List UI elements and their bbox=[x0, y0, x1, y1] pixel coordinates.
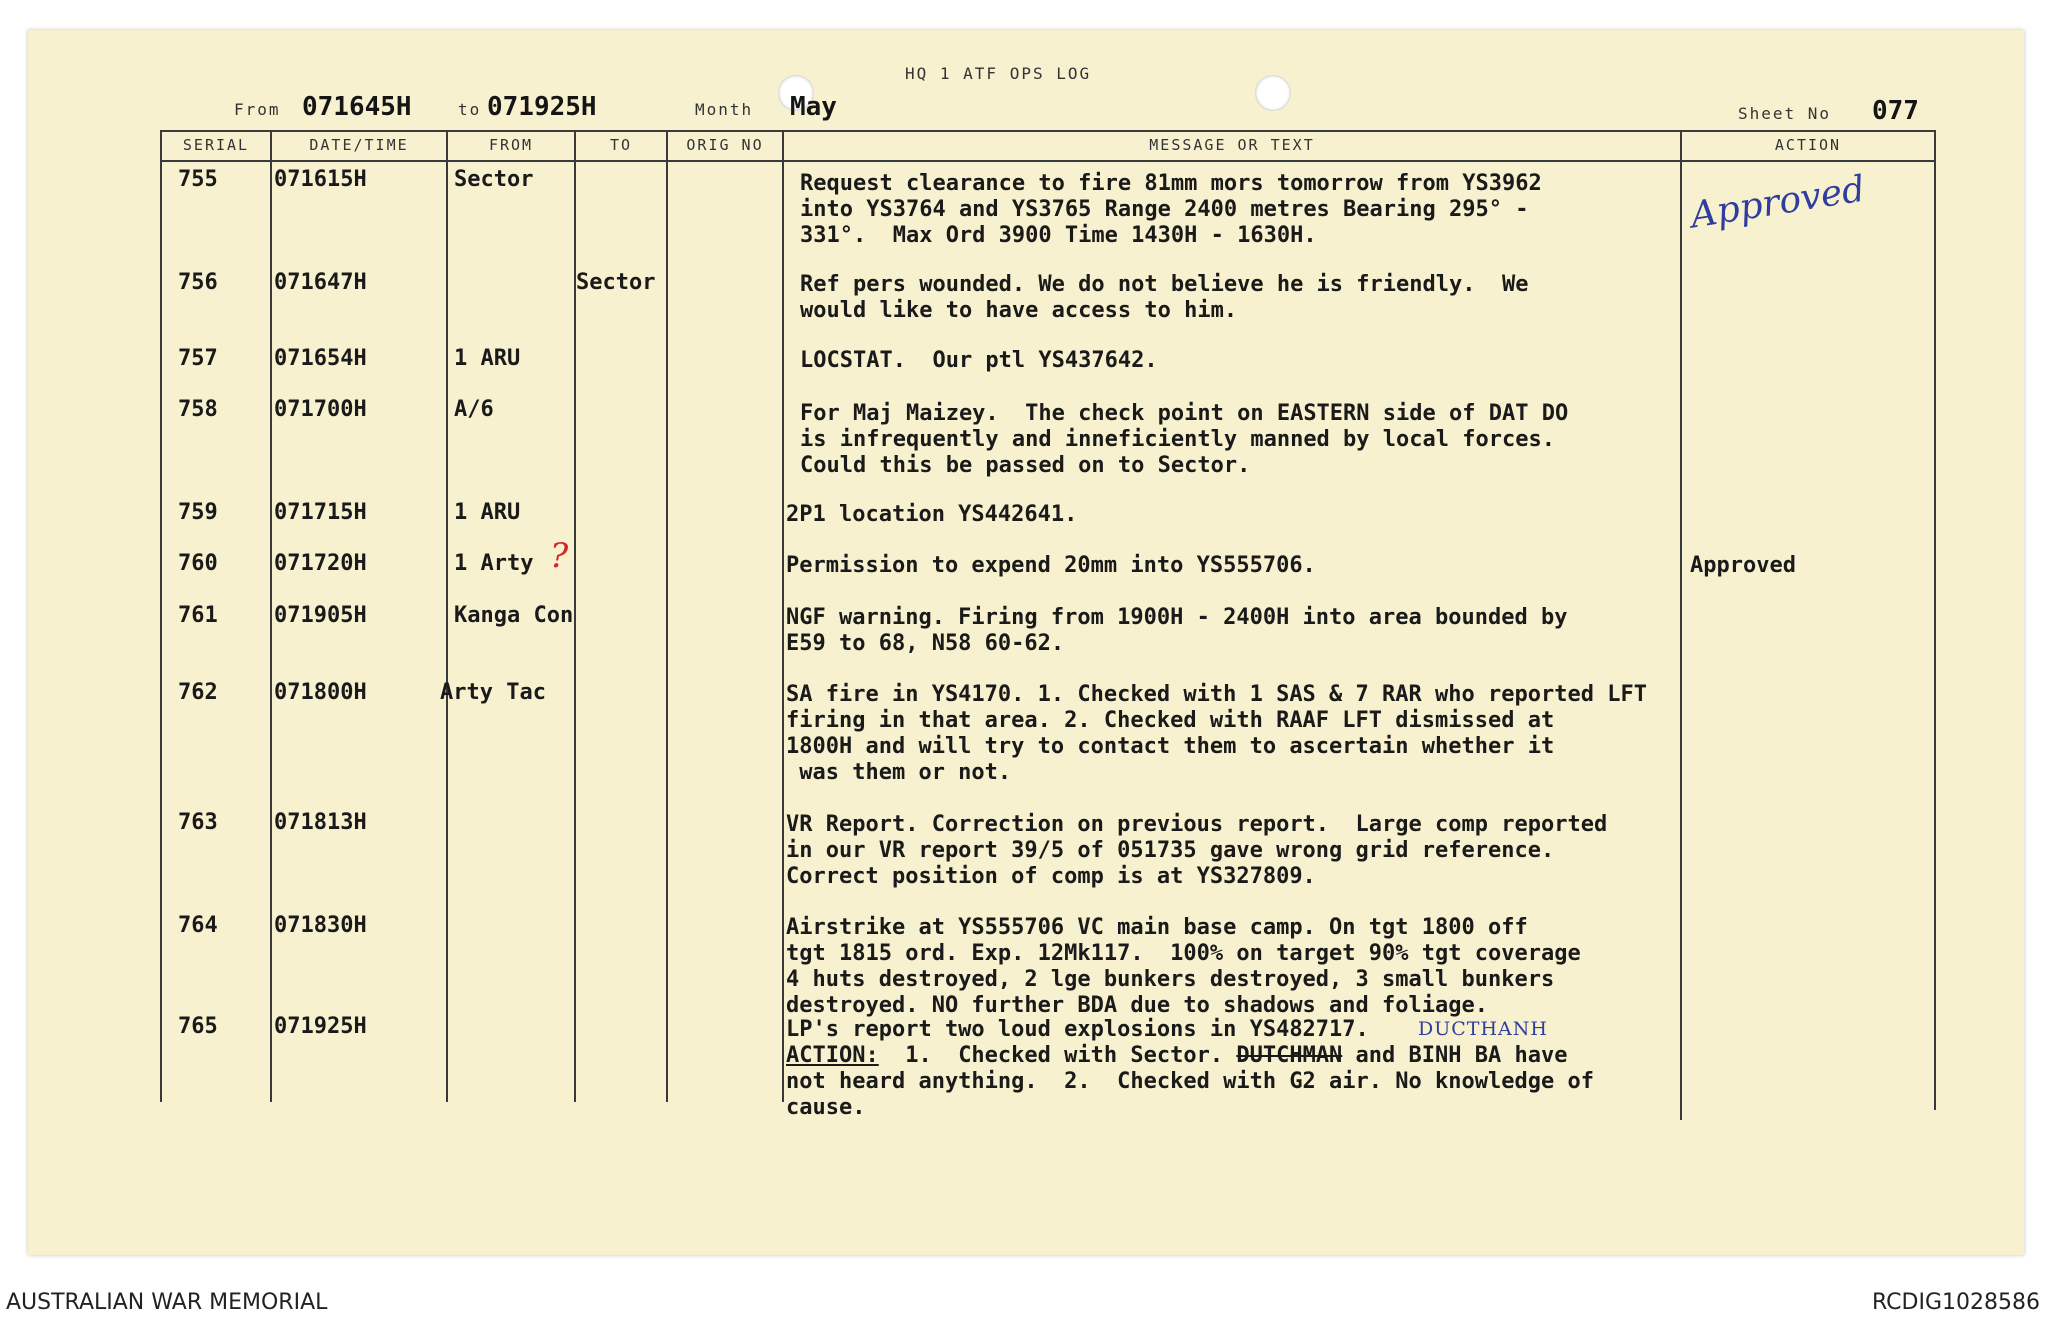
row-765-line2-text: 1. Checked with Sector. bbox=[878, 1043, 1237, 1068]
row-760-action: Approved bbox=[1690, 553, 1796, 578]
col-rule-to bbox=[666, 130, 668, 1102]
footer-record-id: RCDIG1028586 bbox=[1871, 1290, 2040, 1315]
row-765-message-line1: LP's report two loud explosions in YS482717. bbox=[786, 1017, 1369, 1042]
col-head-message: MESSAGE OR TEXT bbox=[1149, 136, 1315, 154]
row-756-datetime: 071647H bbox=[274, 270, 367, 295]
row-764-serial: 764 bbox=[178, 913, 218, 938]
row-761-serial: 761 bbox=[178, 603, 218, 628]
row-763-serial: 763 bbox=[178, 810, 218, 835]
row-760-serial: 760 bbox=[178, 551, 218, 576]
col-rule-datetime bbox=[446, 130, 448, 1102]
row-756-message: Ref pers wounded. We do not believe he is friendly. We would like to have access to him. bbox=[800, 272, 1529, 323]
row-757-message: LOCSTAT. Our ptl YS437642. bbox=[800, 348, 1158, 373]
row-759-serial: 759 bbox=[178, 500, 218, 525]
sheet-value: 077 bbox=[1872, 96, 1919, 126]
row-756-serial: 756 bbox=[178, 270, 218, 295]
col-head-to: TO bbox=[609, 136, 633, 154]
col-head-action: ACTION bbox=[1774, 136, 1842, 154]
col-head-from: FROM bbox=[488, 136, 534, 154]
row-763-datetime: 071813H bbox=[274, 810, 367, 835]
row-760-datetime: 071720H bbox=[274, 551, 367, 576]
row-755-message: Request clearance to fire 81mm mors tomorrow from YS3962 into YS3764 and YS3765 Range 2400 metres Bearing 295° - 331°. Max Ord 3900 Time 1430H - 1630H. bbox=[800, 171, 1542, 248]
row-758-from: A/6 bbox=[454, 397, 494, 422]
row-760-handwritten-question: ? bbox=[550, 536, 569, 576]
row-761-message: NGF warning. Firing from 1900H - 2400H into area bounded by E59 to 68, N58 60-62. bbox=[786, 605, 1568, 656]
row-761-from: Kanga Con bbox=[454, 603, 574, 628]
row-762-serial: 762 bbox=[178, 680, 218, 705]
row-764-datetime: 071830H bbox=[274, 913, 367, 938]
month-value: May bbox=[790, 92, 837, 122]
row-765-serial: 765 bbox=[178, 1014, 218, 1039]
row-755-handwritten-approved: Approved bbox=[1687, 168, 1868, 237]
to-label: to bbox=[458, 100, 482, 119]
col-rule-serial bbox=[270, 130, 272, 1102]
row-757-serial: 757 bbox=[178, 346, 218, 371]
col-head-orig-no: ORIG NO bbox=[686, 136, 764, 154]
row-755-datetime: 071615H bbox=[274, 167, 367, 192]
row-765-action-word: ACTION: bbox=[786, 1043, 879, 1068]
from-value: 071645H bbox=[302, 92, 412, 122]
row-757-datetime: 071654H bbox=[274, 346, 367, 371]
table-top-rule bbox=[160, 130, 1936, 132]
row-763-message: VR Report. Correction on previous report. Large comp reported in our VR report 39/5 of 051735 gave wrong grid reference. Correct position of comp is at YS327809. bbox=[786, 812, 1608, 889]
row-764-message: Airstrike at YS555706 VC main base camp. On tgt 1800 off tgt 1815 ord. Exp. 12Mk117. 100% on target 90% tgt coverage 4 huts destroyed, 2 lge bunkers destroyed, 3 small bunkers destroyed. NO further BDA due to shadows and foliage. bbox=[786, 915, 1581, 1018]
row-765-handwritten-ducthanh: DUCTHANH bbox=[1418, 1018, 1548, 1040]
from-label: From bbox=[234, 100, 281, 119]
row-755-from: Sector bbox=[454, 167, 534, 192]
table-header-rule bbox=[160, 160, 1936, 162]
row-759-message: 2P1 location YS442641. bbox=[786, 502, 1078, 527]
row-762-from: Arty Tac bbox=[440, 680, 546, 705]
sheet-label: Sheet No bbox=[1738, 104, 1832, 123]
row-759-datetime: 071715H bbox=[274, 500, 367, 525]
row-765-datetime: 071925H bbox=[274, 1014, 367, 1039]
row-765-struck-word: DUTCHMAN bbox=[1236, 1043, 1343, 1068]
row-765-message-line2 bbox=[786, 1043, 1567, 1069]
row-765-line2-end: and BINH BA have bbox=[1342, 1043, 1568, 1068]
row-757-from: 1 ARU bbox=[454, 346, 521, 371]
col-rule-orig bbox=[782, 130, 784, 1102]
row-758-datetime: 071700H bbox=[274, 397, 367, 422]
row-759-from: 1 ARU bbox=[454, 500, 521, 525]
to-value: 071925H bbox=[487, 92, 597, 122]
footer-source: AUSTRALIAN WAR MEMORIAL bbox=[6, 1290, 328, 1315]
row-756-to: Sector bbox=[576, 270, 656, 295]
col-rule-left bbox=[160, 130, 162, 1102]
col-head-datetime: DATE/TIME bbox=[309, 136, 409, 154]
row-761-datetime: 071905H bbox=[274, 603, 367, 628]
col-head-serial: SERIAL bbox=[182, 136, 250, 154]
row-760-message: Permission to expend 20mm into YS555706. bbox=[786, 553, 1316, 578]
row-765-message-rest: not heard anything. 2. Checked with G2 air. No knowledge of cause. bbox=[786, 1069, 1594, 1120]
row-762-datetime: 071800H bbox=[274, 680, 367, 705]
row-760-from: 1 Arty bbox=[454, 551, 534, 576]
row-755-serial: 755 bbox=[178, 167, 218, 192]
col-rule-right bbox=[1934, 130, 1936, 1110]
row-758-message: For Maj Maizey. The check point on EASTERN side of DAT DO is infrequently and inneficiently manned by local forces. Could this be passed on to Sector. bbox=[800, 401, 1569, 478]
row-758-serial: 758 bbox=[178, 397, 218, 422]
log-title: HQ 1 ATF OPS LOG bbox=[905, 64, 1092, 83]
month-label: Month bbox=[695, 100, 754, 119]
col-rule-message bbox=[1680, 130, 1682, 1120]
row-762-message: SA fire in YS4170. 1. Checked with 1 SAS & 7 RAR who reported LFT firing in that area. 2. Checked with RAAF LFT dismissed at 1800H and will try to contact them to ascertain whether it was them or not. bbox=[786, 682, 1647, 785]
punch-hole-right bbox=[1255, 75, 1291, 111]
